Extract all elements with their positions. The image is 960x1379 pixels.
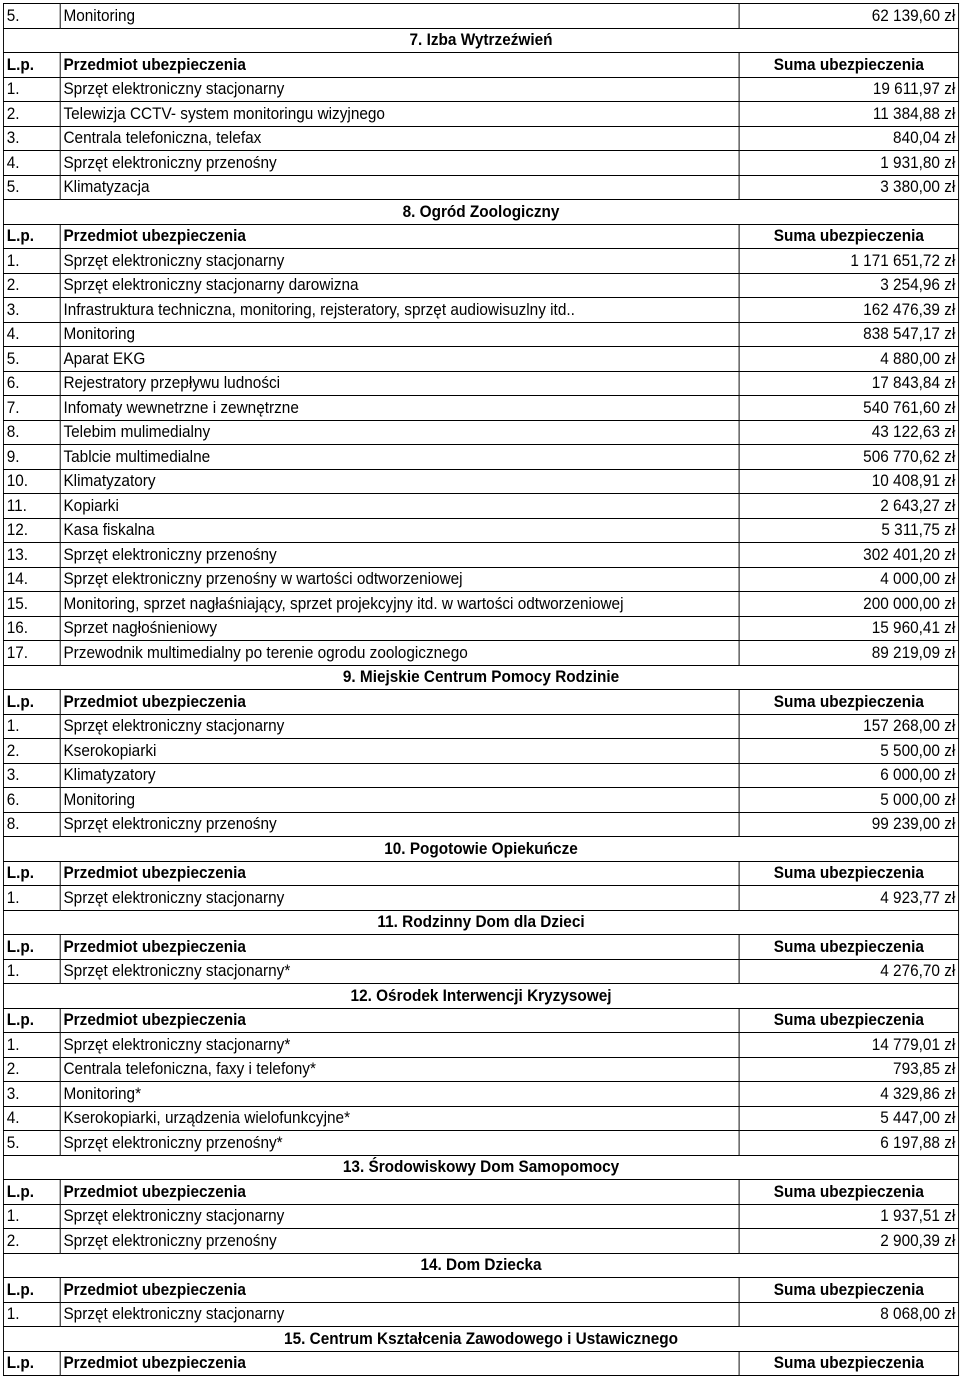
header-lp-cell: L.p.	[3, 53, 60, 78]
table-row	[3, 592, 958, 617]
item-name-cell: Sprzęt elektroniczny przenośny w wartości odtworzeniowej	[60, 567, 739, 592]
table-row	[3, 739, 958, 764]
item-name-cell: Sprzęt elektroniczny przenośny	[60, 151, 739, 176]
header-amount-cell: Suma ubezpieczenia	[739, 1278, 958, 1303]
header-lp-cell: L.p.	[3, 1180, 60, 1205]
header-lp-cell: L.p.	[3, 1278, 60, 1303]
header-amount-cell: Suma ubezpieczenia	[739, 861, 958, 886]
lp-cell: 1.	[3, 1302, 60, 1327]
header-lp-cell: L.p.	[3, 1351, 60, 1376]
lp-cell: 14.	[3, 567, 60, 592]
header-item-name-cell: Przedmiot ubezpieczenia	[60, 224, 739, 249]
lp-cell: 8.	[3, 812, 60, 837]
amount-cell: 157 268,00 zł	[739, 714, 958, 739]
section-title: 15. Centrum Kształcenia Zawodowego i Ustawicznego	[3, 1327, 958, 1352]
amount-cell: 4 000,00 zł	[739, 567, 958, 592]
column-header-row	[3, 224, 958, 249]
item-name-cell: Monitoring	[60, 322, 739, 347]
header-item-name-cell: Przedmiot ubezpieczenia	[60, 861, 739, 886]
table-row	[3, 1106, 958, 1131]
item-name-cell: Sprzęt elektroniczny stacjonarny	[60, 1204, 739, 1229]
table-row	[3, 494, 958, 519]
amount-cell: 4 329,86 zł	[739, 1082, 958, 1107]
lp-cell: 1.	[3, 1033, 60, 1058]
amount-cell: 10 408,91 zł	[739, 469, 958, 494]
lp-cell: 9.	[3, 445, 60, 470]
amount-cell: 11 384,88 zł	[739, 102, 958, 127]
table-row	[3, 812, 958, 837]
lp-cell: 8.	[3, 420, 60, 445]
table-row	[3, 1302, 958, 1327]
lp-cell: 4.	[3, 322, 60, 347]
column-header-row	[3, 690, 958, 715]
lp-cell: 16.	[3, 616, 60, 641]
lp-cell: 17.	[3, 641, 60, 666]
lp-cell: 1.	[3, 886, 60, 911]
column-header-row	[3, 1351, 958, 1376]
table-row	[3, 1229, 958, 1254]
section-title: 7. Izba Wytrzeźwień	[3, 28, 958, 53]
item-name-cell: Sprzęt elektroniczny stacjonarny*	[60, 959, 739, 984]
table-row	[3, 445, 958, 470]
section-title: 12. Ośrodek Interwencji Kryzysowej	[3, 984, 958, 1009]
lp-cell: 3.	[3, 126, 60, 151]
amount-cell: 6 197,88 zł	[739, 1131, 958, 1156]
table-row	[3, 1082, 958, 1107]
header-item-name-cell: Przedmiot ubezpieczenia	[60, 935, 739, 960]
item-name-cell: Rejestratory przepływu ludności	[60, 371, 739, 396]
item-name-cell: Telebim mulimedialny	[60, 420, 739, 445]
table-row	[3, 126, 958, 151]
header-lp-cell: L.p.	[3, 224, 60, 249]
table-row	[3, 1204, 958, 1229]
header-amount-cell: Suma ubezpieczenia	[739, 1008, 958, 1033]
header-item-name-cell: Przedmiot ubezpieczenia	[60, 1008, 739, 1033]
table-row	[3, 543, 958, 568]
table-row	[3, 102, 958, 127]
section-title: 13. Środowiskowy Dom Samopomocy	[3, 1155, 958, 1180]
table-row	[3, 959, 958, 984]
item-name-cell: Sprzet nagłośnieniowy	[60, 616, 739, 641]
header-amount-cell: Suma ubezpieczenia	[739, 224, 958, 249]
section-title-row	[3, 665, 958, 690]
amount-cell: 89 219,09 zł	[739, 641, 958, 666]
item-name-cell: Sprzęt elektroniczny stacjonarny	[60, 1302, 739, 1327]
section-title: 9. Miejskie Centrum Pomocy Rodzinie	[3, 665, 958, 690]
amount-cell: 838 547,17 zł	[739, 322, 958, 347]
header-amount-cell: Suma ubezpieczenia	[739, 935, 958, 960]
item-name-cell: Centrala telefoniczna, faxy i telefony*	[60, 1057, 739, 1082]
table-row	[3, 788, 958, 813]
table-row	[3, 151, 958, 176]
item-name-cell: Monitoring*	[60, 1082, 739, 1107]
amount-cell: 1 931,80 zł	[739, 151, 958, 176]
lp-cell: 2.	[3, 273, 60, 298]
item-name-cell: Kserokopiarki, urządzenia wielofunkcyjne*	[60, 1106, 739, 1131]
item-name-cell: Sprzęt elektroniczny stacjonarny	[60, 77, 739, 102]
amount-cell: 200 000,00 zł	[739, 592, 958, 617]
lp-cell: 2.	[3, 1229, 60, 1254]
lp-cell: 13.	[3, 543, 60, 568]
item-name-cell: Klimatyzacja	[60, 175, 739, 200]
lp-cell: 6.	[3, 788, 60, 813]
amount-cell: 5 500,00 zł	[739, 739, 958, 764]
table-row	[3, 298, 958, 323]
header-amount-cell: Suma ubezpieczenia	[739, 53, 958, 78]
amount-cell: 840,04 zł	[739, 126, 958, 151]
table-row	[3, 1033, 958, 1058]
item-name-cell: Tablcie multimedialne	[60, 445, 739, 470]
amount-cell: 4 923,77 zł	[739, 886, 958, 911]
section-title: 8. Ogród Zoologiczny	[3, 200, 958, 225]
amount-cell: 506 770,62 zł	[739, 445, 958, 470]
column-header-row	[3, 1008, 958, 1033]
lp-cell: 4.	[3, 151, 60, 176]
amount-cell: 62 139,60 zł	[739, 4, 958, 29]
section-title-row	[3, 200, 958, 225]
column-header-row	[3, 1278, 958, 1303]
amount-cell: 14 779,01 zł	[739, 1033, 958, 1058]
lp-cell: 1.	[3, 959, 60, 984]
item-name-cell: Aparat EKG	[60, 347, 739, 372]
table-row	[3, 420, 958, 445]
header-amount-cell: Suma ubezpieczenia	[739, 690, 958, 715]
table-row	[3, 4, 958, 29]
item-name-cell: Sprzęt elektroniczny przenośny	[60, 543, 739, 568]
amount-cell: 1 937,51 zł	[739, 1204, 958, 1229]
section-title-row	[3, 1327, 958, 1352]
table-row	[3, 347, 958, 372]
header-item-name-cell: Przedmiot ubezpieczenia	[60, 690, 739, 715]
table-row	[3, 1131, 958, 1156]
lp-cell: 10.	[3, 469, 60, 494]
table-row	[3, 886, 958, 911]
item-name-cell: Sprzęt elektroniczny stacjonarny	[60, 249, 739, 274]
table-row	[3, 273, 958, 298]
item-name-cell: Monitoring	[60, 4, 739, 29]
lp-cell: 2.	[3, 102, 60, 127]
header-lp-cell: L.p.	[3, 861, 60, 886]
lp-cell: 5.	[3, 4, 60, 29]
section-title-row	[3, 984, 958, 1009]
lp-cell: 2.	[3, 1057, 60, 1082]
header-lp-cell: L.p.	[3, 690, 60, 715]
amount-cell: 43 122,63 zł	[739, 420, 958, 445]
item-name-cell: Infrastruktura techniczna, monitoring, rejsteratory, sprzęt audiowisuzlny itd..	[60, 298, 739, 323]
lp-cell: 15.	[3, 592, 60, 617]
table-row	[3, 616, 958, 641]
column-header-row	[3, 935, 958, 960]
lp-cell: 1.	[3, 714, 60, 739]
amount-cell: 3 380,00 zł	[739, 175, 958, 200]
item-name-cell: Telewizja CCTV- system monitoringu wizyjnego	[60, 102, 739, 127]
amount-cell: 302 401,20 zł	[739, 543, 958, 568]
item-name-cell: Sprzęt elektroniczny stacjonarny	[60, 714, 739, 739]
table-row	[3, 641, 958, 666]
item-name-cell: Monitoring	[60, 788, 739, 813]
item-name-cell: Kasa fiskalna	[60, 518, 739, 543]
table-row	[3, 322, 958, 347]
section-title-row	[3, 1253, 958, 1278]
table-row	[3, 567, 958, 592]
amount-cell: 6 000,00 zł	[739, 763, 958, 788]
insurance-table	[3, 3, 959, 1376]
header-amount-cell: Suma ubezpieczenia	[739, 1351, 958, 1376]
section-title: 14. Dom Dziecka	[3, 1253, 958, 1278]
header-amount-cell: Suma ubezpieczenia	[739, 1180, 958, 1205]
item-name-cell: Klimatyzatory	[60, 763, 739, 788]
amount-cell: 5 311,75 zł	[739, 518, 958, 543]
lp-cell: 5.	[3, 347, 60, 372]
amount-cell: 5 000,00 zł	[739, 788, 958, 813]
amount-cell: 99 239,00 zł	[739, 812, 958, 837]
table-row	[3, 175, 958, 200]
header-item-name-cell: Przedmiot ubezpieczenia	[60, 1180, 739, 1205]
table-row	[3, 249, 958, 274]
item-name-cell: Infomaty wewnetrzne i zewnętrzne	[60, 396, 739, 421]
item-name-cell: Kserokopiarki	[60, 739, 739, 764]
lp-cell: 12.	[3, 518, 60, 543]
lp-cell: 3.	[3, 1082, 60, 1107]
lp-cell: 4.	[3, 1106, 60, 1131]
table-row	[3, 77, 958, 102]
item-name-cell: Centrala telefoniczna, telefax	[60, 126, 739, 151]
lp-cell: 5.	[3, 175, 60, 200]
amount-cell: 19 611,97 zł	[739, 77, 958, 102]
header-lp-cell: L.p.	[3, 935, 60, 960]
amount-cell: 4 276,70 zł	[739, 959, 958, 984]
section-title-row	[3, 28, 958, 53]
lp-cell: 11.	[3, 494, 60, 519]
section-title-row	[3, 837, 958, 862]
amount-cell: 8 068,00 zł	[739, 1302, 958, 1327]
amount-cell: 4 880,00 zł	[739, 347, 958, 372]
insurance-table-body	[3, 4, 958, 1376]
table-row	[3, 518, 958, 543]
item-name-cell: Klimatyzatory	[60, 469, 739, 494]
lp-cell: 5.	[3, 1131, 60, 1156]
column-header-row	[3, 861, 958, 886]
table-row	[3, 763, 958, 788]
column-header-row	[3, 1180, 958, 1205]
item-name-cell: Sprzęt elektroniczny przenośny	[60, 812, 739, 837]
lp-cell: 1.	[3, 249, 60, 274]
amount-cell: 3 254,96 zł	[739, 273, 958, 298]
amount-cell: 793,85 zł	[739, 1057, 958, 1082]
table-row	[3, 1057, 958, 1082]
column-header-row	[3, 53, 958, 78]
item-name-cell: Monitoring, sprzet nagłaśniający, sprzet projekcyjny itd. w wartości odtworzeniowej	[60, 592, 739, 617]
lp-cell: 3.	[3, 763, 60, 788]
item-name-cell: Sprzęt elektroniczny przenośny	[60, 1229, 739, 1254]
table-row	[3, 371, 958, 396]
amount-cell: 2 643,27 zł	[739, 494, 958, 519]
section-title: 11. Rodzinny Dom dla Dzieci	[3, 910, 958, 935]
item-name-cell: Sprzęt elektroniczny stacjonarny*	[60, 1033, 739, 1058]
table-row	[3, 469, 958, 494]
insurance-document	[3, 3, 956, 1376]
lp-cell: 6.	[3, 371, 60, 396]
amount-cell: 162 476,39 zł	[739, 298, 958, 323]
header-lp-cell: L.p.	[3, 1008, 60, 1033]
header-item-name-cell: Przedmiot ubezpieczenia	[60, 1351, 739, 1376]
header-item-name-cell: Przedmiot ubezpieczenia	[60, 1278, 739, 1303]
item-name-cell: Przewodnik multimedialny po terenie ogrodu zoologicznego	[60, 641, 739, 666]
section-title: 10. Pogotowie Opiekuńcze	[3, 837, 958, 862]
header-item-name-cell: Przedmiot ubezpieczenia	[60, 53, 739, 78]
section-title-row	[3, 910, 958, 935]
lp-cell: 7.	[3, 396, 60, 421]
table-row	[3, 396, 958, 421]
amount-cell: 15 960,41 zł	[739, 616, 958, 641]
amount-cell: 1 171 651,72 zł	[739, 249, 958, 274]
amount-cell: 17 843,84 zł	[739, 371, 958, 396]
amount-cell: 2 900,39 zł	[739, 1229, 958, 1254]
lp-cell: 1.	[3, 1204, 60, 1229]
item-name-cell: Sprzęt elektroniczny przenośny*	[60, 1131, 739, 1156]
lp-cell: 2.	[3, 739, 60, 764]
amount-cell: 5 447,00 zł	[739, 1106, 958, 1131]
item-name-cell: Kopiarki	[60, 494, 739, 519]
table-row	[3, 714, 958, 739]
item-name-cell: Sprzęt elektroniczny stacjonarny darowizna	[60, 273, 739, 298]
lp-cell: 3.	[3, 298, 60, 323]
item-name-cell: Sprzęt elektroniczny stacjonarny	[60, 886, 739, 911]
section-title-row	[3, 1155, 958, 1180]
amount-cell: 540 761,60 zł	[739, 396, 958, 421]
lp-cell: 1.	[3, 77, 60, 102]
